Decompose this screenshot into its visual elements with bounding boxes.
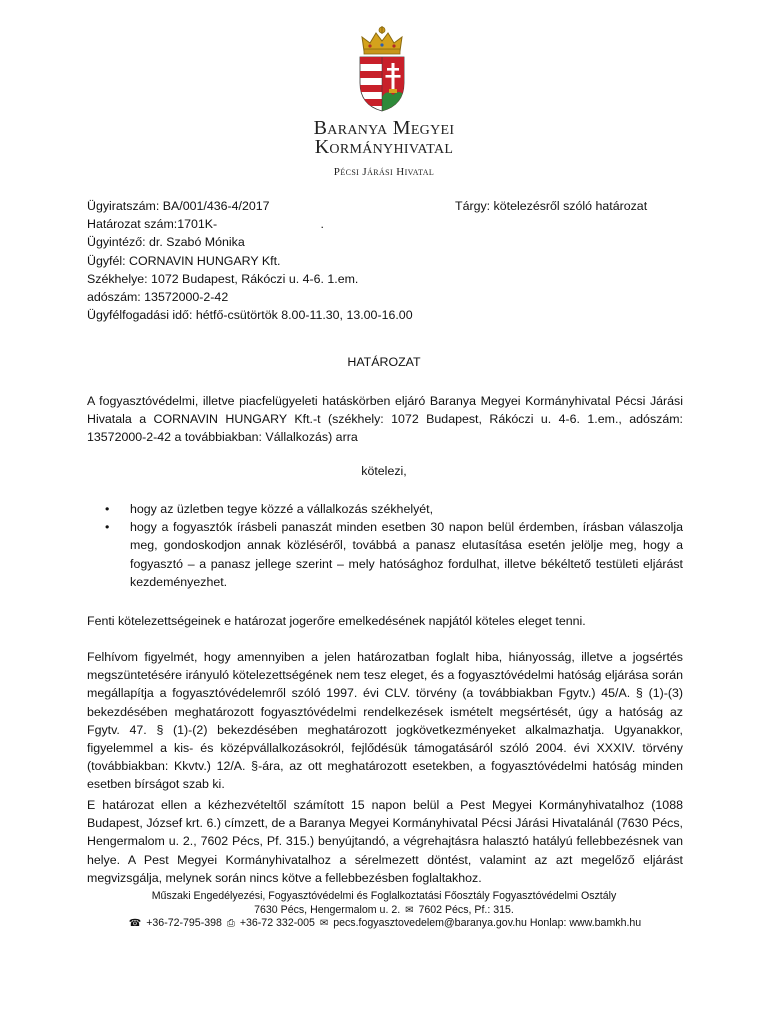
footer-fax: +36-72 332-005 <box>239 917 315 929</box>
client-seat: Székhelye: 1072 Budapest, Rákóczi u. 4-6. 1.em. <box>87 271 359 286</box>
list-item: • hogy az üzletben tegye közzé a vállalkozás székhelyét, <box>87 500 683 518</box>
email-icon: ✉ <box>319 918 329 929</box>
appeal-paragraph: E határozat ellen a kézhezvételtől számított 15 napon belül a Pest Megyei Kormányhivatalhoz (1088 Budapest, József krt. 6.) címzett, de a Baranya Megyei Kormányhivatal Pécsi Járási Hivatalánál (7630 Pécs, Hengermalom u. 2., 7602 Pécs, Pf. 315.) benyújtandó, a végrehajtásra halasztó hatályú fellebbezésnek van helye. A Pest Megyei Kormányhivatalhoz a sérelmezett döntést, valamint az azt megelőző eljárást megvizsgálja, melynek során nincs kötve a fellebbezésben foglaltakhoz. <box>87 798 683 885</box>
footer-website[interactable]: Honlap: www.bamkh.hu <box>529 917 642 929</box>
mailbox-icon: ✉ <box>405 904 414 916</box>
footer-address-street: 7630 Pécs, Hengermalom u. 2. <box>254 903 401 916</box>
footer-department: Műszaki Engedélyezési, Fogyasztóvédelmi és Foglalkoztatási Főosztály Fogyasztóvédelmi Osztály <box>151 890 617 902</box>
reception-hours: Ügyfélfogadási idő: hétfő-csütörtök 8.00-11.30, 13.00-16.00 <box>87 308 413 323</box>
phone-icon: ☎ <box>128 918 142 929</box>
hungarian-coat-of-arms-icon <box>356 25 408 113</box>
decision-number: Határozat szám:1701K- . <box>87 217 324 232</box>
obliges-heading: kötelezi, <box>361 464 407 478</box>
org-name-line1: Baranya Megyei <box>313 117 455 139</box>
fax-icon: ⎙ <box>226 918 235 929</box>
list-item: • hogy a fogyasztók írásbeli panaszát minden esetben 30 napon belül érdemben, írásban válaszolja meg, gondoskodjon annak közléséről, továbbá a panasz elutasítása esetén jelölje meg, hogy a fogyasztó – a panasz jellege szerint – mely hatósághoz fordulhat, illetve békéltető testületi eljárást kezdeményezhet. <box>87 518 683 591</box>
case-metadata <box>87 197 413 324</box>
document-subject: Tárgy: kötelezésről szóló határozat <box>455 199 648 213</box>
client-tax-number: adószám: 13572000-2-42 <box>87 290 229 305</box>
case-number: Ügyiratszám: BA/001/436-4/2017 <box>87 199 270 213</box>
warning-paragraph: Felhívom figyelmét, hogy amennyiben a jelen határozatban foglalt hiba, hiányosság, illetve a jogsértés megszüntetésére irányuló kötelezettségének nem tesz eleget, és a fogyasztóvédelmi hatóság eljárása során megállapítja a fogyasztóvédelemről szóló 1997. évi CLV. törvény (a továbbiakban Fgytv.) 45/A. § (1)-(3) bekezdésében meghatározott fogyasztóvédelmi rendelkezések ismételt megsértését, úgy a hatóság az Fgytv. 47. § (1)-(2) bekezdésében meghatározott jogkövetkezményeket alkalmazhatja. Ugyanakkor, figyelemmel a kis- és középvállalkozásokról, fejlődésük támogatásáról szóló 2004. évi XXXIV. törvény (továbbiakban: Kkvtv.) 12/A. §-ára, az ott meghatározott esetekben, a fogyasztóvédelmi hatóság minden esetben bírságot szab ki. <box>87 650 683 792</box>
footer-address-pobox: 7602 Pécs, Pf.: 315. <box>418 903 514 916</box>
sub-office-name: Pécsi Járási Hivatal <box>333 166 435 178</box>
org-name-line2: Kormányhivatal <box>314 136 454 158</box>
footer-email[interactable]: pecs.fogyasztovedelem@baranya.gov.hu <box>333 917 527 929</box>
intro-paragraph: A fogyasztóvédelmi, illetve piacfelügyeleti hatáskörben eljáró Baranya Megyei Kormányhivatal Pécsi Járási Hivatala a CORNAVIN HUNGARY Kft.-t (székhely: 1072 Budapest, Rákóczi u. 4-6. 1.em., adószám: 13572000-2-42 a továbbiakban: Vállalkozás) arra <box>87 394 683 445</box>
footer-phone: +36-72-795-398 <box>146 917 222 929</box>
footer-address <box>0 904 768 918</box>
document-title: HATÁROZAT <box>347 355 421 369</box>
page-footer <box>0 890 768 931</box>
deadline-paragraph: Fenti kötelezettségeinek e határozat jogerőre emelkedésének napjától köteles eleget tenni. <box>87 614 586 628</box>
case-officer: Ügyintéző: dr. Szabó Mónika <box>87 235 245 250</box>
obligations-list <box>87 500 683 591</box>
footer-contacts <box>0 917 768 931</box>
client-name: Ügyfél: CORNAVIN HUNGARY Kft. <box>87 253 281 268</box>
